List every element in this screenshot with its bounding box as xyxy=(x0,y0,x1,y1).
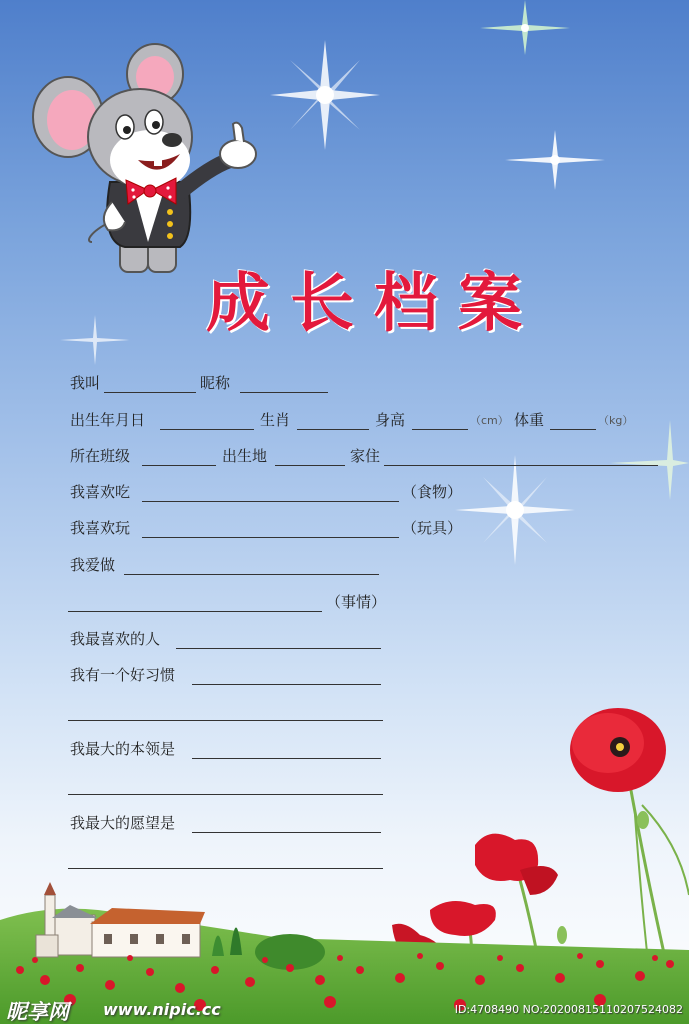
biggest-wish-label: 我最大的愿望是 xyxy=(70,814,176,832)
row-class xyxy=(70,445,660,467)
address-field[interactable] xyxy=(384,465,658,466)
like-play-suffix: （玩具） xyxy=(402,519,463,537)
nickname-label: 昵称 xyxy=(200,374,231,392)
height-label: 身高 xyxy=(375,411,406,429)
row-love-do-continued xyxy=(68,591,398,613)
watermark xyxy=(0,992,689,1024)
sparkle-icon xyxy=(455,455,575,565)
sparkle-icon xyxy=(60,315,130,365)
best-skill-field[interactable] xyxy=(192,758,381,759)
best-skill-field-2[interactable] xyxy=(68,794,383,795)
row-best-skill-continued xyxy=(68,774,388,796)
watermark-logo: 昵享网 xyxy=(6,1000,69,1024)
like-eat-field[interactable] xyxy=(142,501,399,502)
row-like-eat xyxy=(70,481,470,503)
weight-unit: （kg） xyxy=(598,414,634,427)
row-birthday xyxy=(70,409,635,431)
like-play-label: 我喜欢玩 xyxy=(70,519,131,537)
like-play-field[interactable] xyxy=(142,537,399,538)
weight-field[interactable] xyxy=(550,429,596,430)
birthplace-label: 出生地 xyxy=(222,447,268,465)
name-field[interactable] xyxy=(104,392,196,393)
sparkle-icon xyxy=(270,40,380,150)
like-eat-label: 我喜欢吃 xyxy=(70,483,131,501)
address-label: 家住 xyxy=(350,447,381,465)
love-do-field-2[interactable] xyxy=(68,611,322,612)
weight-label: 体重 xyxy=(514,411,545,429)
class-label: 所在班级 xyxy=(70,447,131,465)
birthplace-field[interactable] xyxy=(275,465,345,466)
height-field[interactable] xyxy=(412,429,468,430)
love-do-suffix: （事情） xyxy=(326,593,387,611)
good-habit-field[interactable] xyxy=(192,684,381,685)
like-eat-suffix: （食物） xyxy=(402,483,463,501)
good-habit-field-2[interactable] xyxy=(68,720,383,721)
row-favorite-person xyxy=(70,628,390,650)
mouse-mascot-icon xyxy=(30,42,265,282)
birthday-label: 出生年月日 xyxy=(70,411,146,429)
page-title: 成长档案 xyxy=(206,267,542,341)
zodiac-field[interactable] xyxy=(297,429,369,430)
watermark-id: ID:4708490 NO:20200815110207524082 xyxy=(454,1003,683,1016)
good-habit-label: 我有一个好习惯 xyxy=(70,666,176,684)
love-do-field[interactable] xyxy=(124,574,379,575)
name-label: 我叫 xyxy=(70,374,101,392)
row-like-play xyxy=(70,517,470,539)
row-biggest-wish xyxy=(70,812,390,834)
favorite-person-label: 我最喜欢的人 xyxy=(70,630,161,648)
favorite-person-field[interactable] xyxy=(176,648,381,649)
zodiac-label: 生肖 xyxy=(260,411,291,429)
height-unit: （cm） xyxy=(470,414,509,427)
best-skill-label: 我最大的本领是 xyxy=(70,740,176,758)
class-field[interactable] xyxy=(142,465,216,466)
row-love-do xyxy=(70,554,390,576)
sparkle-icon xyxy=(505,130,605,190)
love-do-label: 我爱做 xyxy=(70,556,116,574)
row-good-habit-continued xyxy=(68,700,388,722)
row-best-skill xyxy=(70,738,390,760)
biggest-wish-field[interactable] xyxy=(192,832,381,833)
row-name xyxy=(70,372,340,394)
nickname-field[interactable] xyxy=(240,392,328,393)
birthday-field[interactable] xyxy=(160,429,254,430)
sparkle-icon xyxy=(480,0,570,55)
watermark-url[interactable]: www.nipic.cc xyxy=(103,1000,221,1019)
row-good-habit xyxy=(70,664,390,686)
